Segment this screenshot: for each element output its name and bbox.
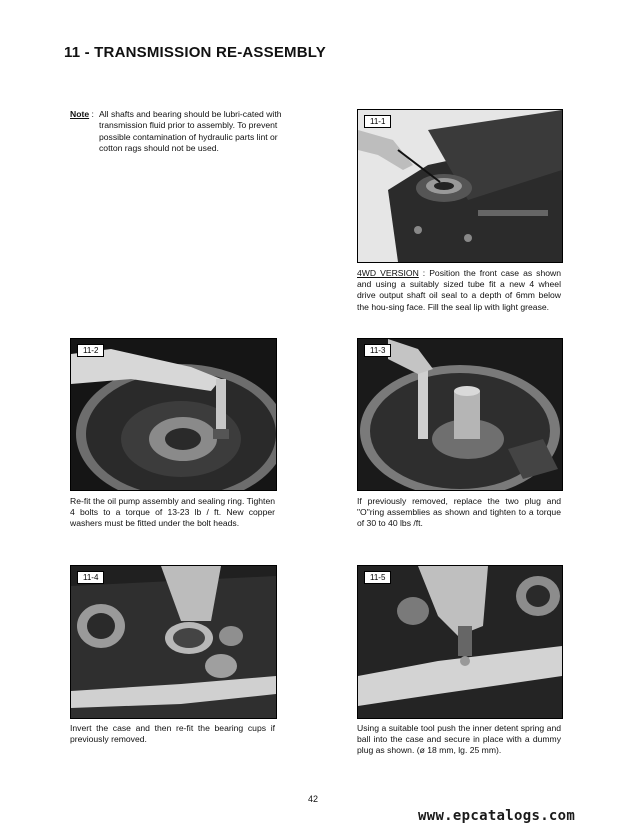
note-separator: : xyxy=(89,109,94,119)
figure-11-2-tag: 11-2 xyxy=(77,344,104,357)
figure-11-1-caption-lead: 4WD VERSION xyxy=(357,268,419,278)
note-block xyxy=(70,109,285,154)
note-label xyxy=(70,109,94,119)
note-text: All shafts and bearing should be lubri-cated with transmission fluid prior to assembly. To prevent possible contamination of hydraulic parts lint or cotton rags should not be used. xyxy=(99,109,282,154)
page-number: 42 xyxy=(308,794,319,804)
figure-11-4-photo xyxy=(70,565,277,719)
page-title: 11 - TRANSMISSION RE-ASSEMBLY xyxy=(64,44,326,61)
figure-11-2-image xyxy=(71,339,276,490)
figure-11-5-photo xyxy=(357,565,563,719)
figure-11-3-tag: 11-3 xyxy=(364,344,391,357)
figure-11-2-photo xyxy=(70,338,277,491)
figure-11-3-caption: If previously removed, replace the two plug and "O"ring assemblies as shown and tighten to a torque of 30 to 40 lbs /ft. xyxy=(357,496,561,529)
figure-11-1-caption xyxy=(357,268,561,313)
figure-11-1-tag: 11-1 xyxy=(364,115,391,128)
figure-11-5-image xyxy=(358,566,562,718)
figure-11-4-caption: Invert the case and then re-fit the bearing cups if previously removed. xyxy=(70,723,275,745)
figure-11-1-caption-text: : Position the front case as shown and using a suitably sized tube fit a new 4 wheel drive output shaft oil seal to a depth of 6mm below the hou-sing face. Fill the seal lip with light grease. xyxy=(357,268,562,312)
figure-11-5-tag: 11-5 xyxy=(364,571,391,584)
figure-11-5-caption: Using a suitable tool push the inner detent spring and ball into the case and secure in place with a dummy plug as shown. (ø 18 mm, lg. 25 mm). xyxy=(357,723,561,756)
figure-11-1-photo xyxy=(357,109,563,263)
note-label-text: Note xyxy=(70,109,90,119)
figure-11-1-image xyxy=(358,110,562,262)
figure-11-3-photo xyxy=(357,338,563,491)
footer-website-link[interactable]: www.epcatalogs.com xyxy=(418,808,576,824)
figure-11-3-image xyxy=(358,339,562,490)
figure-11-4-tag: 11-4 xyxy=(77,571,104,584)
figure-11-4-image xyxy=(71,566,276,718)
figure-11-2-caption: Re-fit the oil pump assembly and sealing ring. Tighten 4 bolts to a torque of 13-23 lb / ft. New copper washers must be fitted under the bolt heads. xyxy=(70,496,275,529)
